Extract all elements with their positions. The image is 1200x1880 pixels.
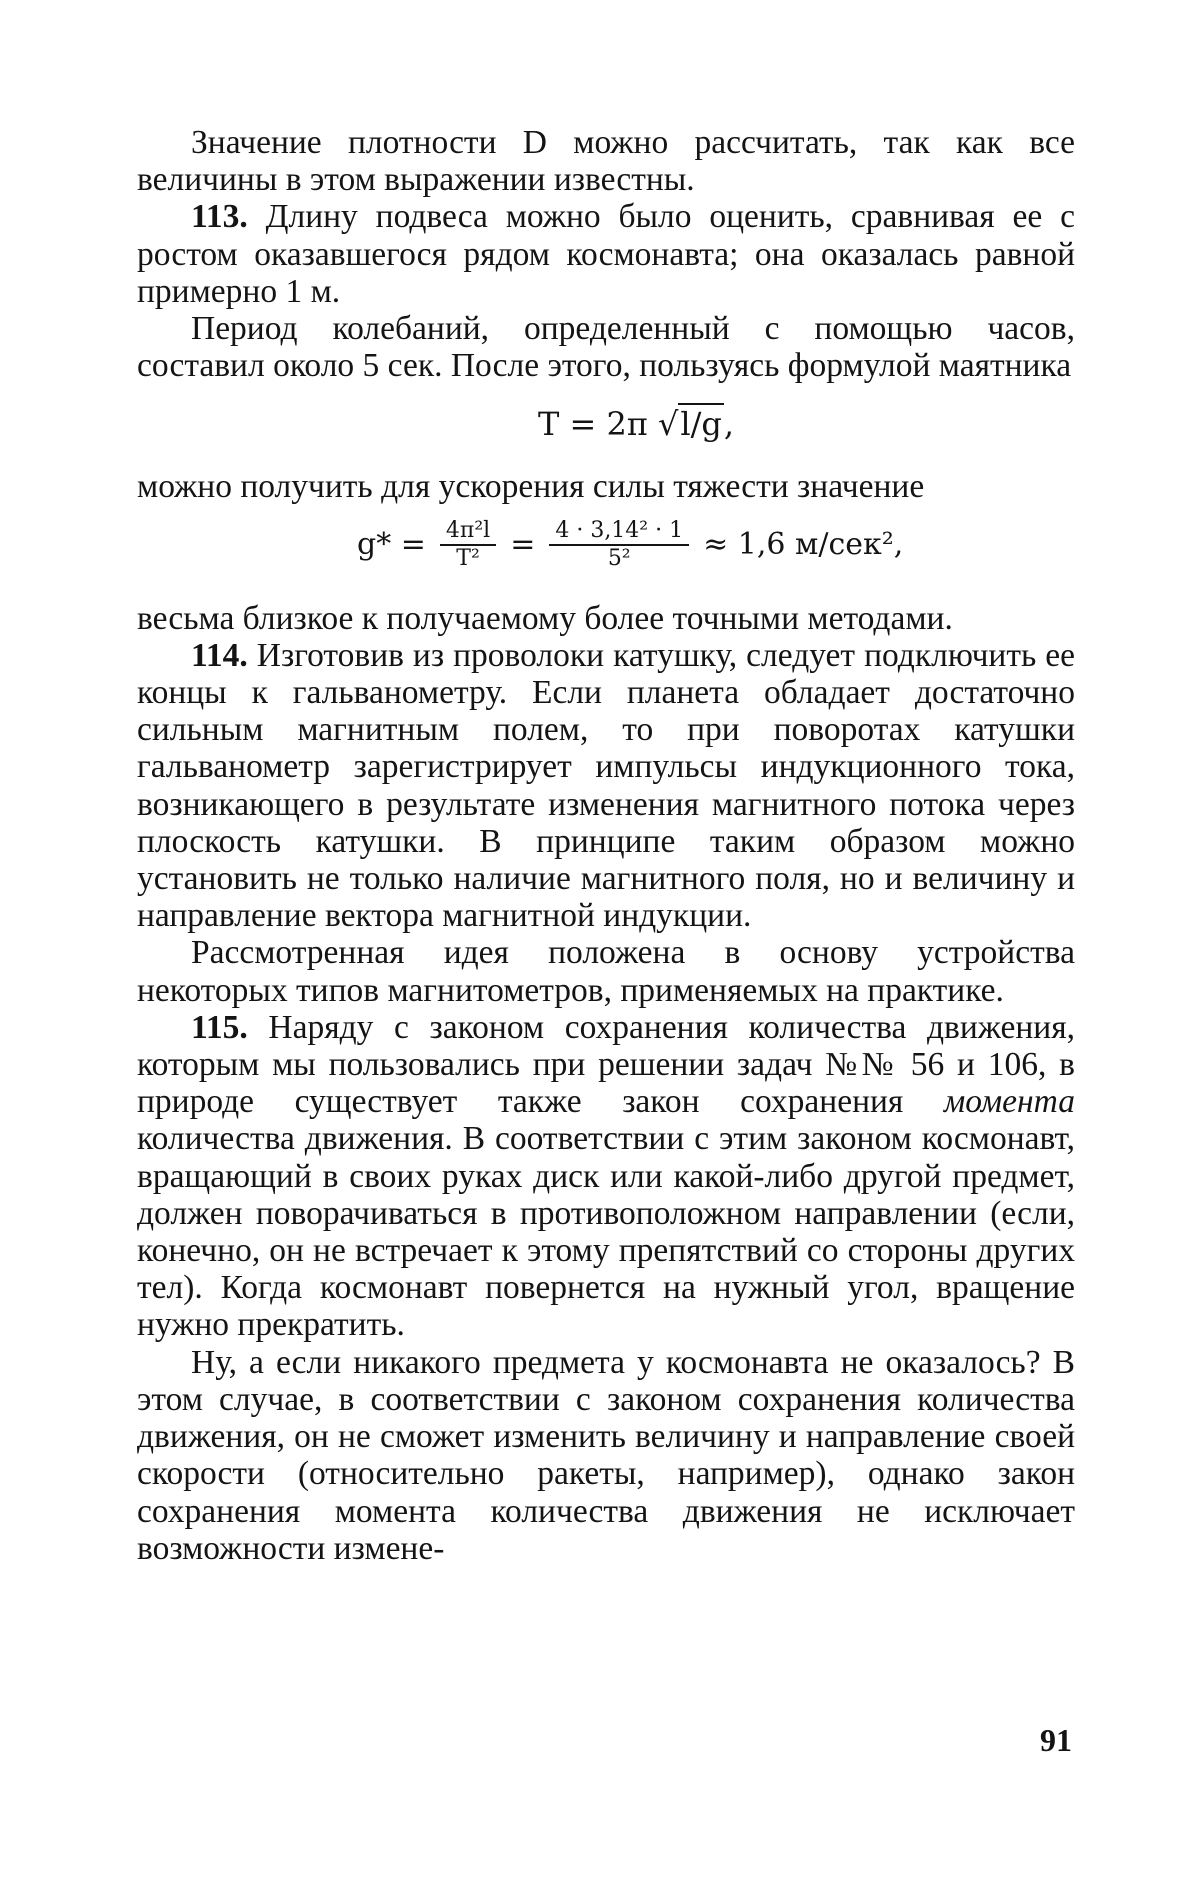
paragraph-115-text-a: Наряду с законом сохранения количества движения, которым мы пользовались при решении задач №№ 56 и 106, в природе существует также закон сохранения [137,1008,1075,1121]
problem-number-113: 113. [191,198,248,236]
paragraph-no-object: Ну, а если никакого предмета у космонавта не оказалось? В этом случае, в соответствии с законом сохранения количества движения, он не сможет изменить величину и направление своей скорости (относительно ракеты, например), однако закон сохранения момента количества движения не исключает возможности измене- [137,1343,1075,1567]
gravity-fraction-2-denominator: 5² [607,545,631,571]
gravity-fraction-1-numerator: 4π²l [440,518,496,546]
page-text [137,124,1075,1567]
gravity-formula [357,518,1075,572]
gravity-fraction-2-numerator: 4 · 3,14² · 1 [549,518,689,546]
pendulum-formula-lhs: T = 2π [537,405,648,444]
problem-number-115: 115. [191,1008,248,1046]
pendulum-formula-radicand: l/g [680,405,722,444]
gravity-formula-lhs: g* = [357,526,426,562]
paragraph-114-text: Изготовив из проволоки катушку, следует подключить ее концы к гальванометру. Если планета обладает достаточно сильным магнитным полем, то при поворотах катушки гальванометр зарегистрирует импульсы индукционного тока, возникающего в результате изменения магнитного потока через плоскость катушки. В принципе таким образом можно установить не только наличие магнитного поля, но и величину и направление вектора магнитной индукции. [137,636,1075,935]
paragraph-113 [137,198,1075,310]
gravity-fraction-2 [549,518,689,572]
gravity-fraction-1 [440,518,496,572]
page-number: 91 [1040,1722,1072,1758]
sqrt-sign: √ [658,405,679,444]
paragraph-gravity: можно получить для ускорения силы тяжести значение [137,468,925,506]
paragraph-115 [137,1009,1075,1344]
problem-number-114: 114. [191,636,248,674]
gravity-formula-equals: = [510,526,536,562]
pendulum-formula-tail: , [723,405,735,444]
paragraph-115-emphasis: момента [943,1083,1075,1121]
pendulum-formula [197,404,1075,444]
paragraph-115-text-b: количества движения. В соответствии с этим законом космонавт, вращающий в своих руках диск или какой-либо другой предмет, должен поворачиваться в противоположном направлении (если, конечно, он не встречает к этому препятствий со стороны других тел). Когда космонавт повернется на нужный угол, вращение нужно прекратить. [137,1120,1075,1344]
paragraph-114 [137,637,1075,935]
paragraph-density: Значение плотности D можно рассчитать, так как все величины в этом выражении известны. [137,124,1075,199]
gravity-fraction-1-denominator: T² [456,545,480,571]
paragraph-magnetometers: Рассмотренная идея положена в основу устройства некоторых типов магнитометров, применяемых на практике. [137,934,1075,1009]
gravity-formula-result: ≈ 1,6 м/сек², [703,526,904,562]
paragraph-accuracy: весьма близкое к получаемому более точными методами. [137,599,953,637]
paragraph-period: Период колебаний, определенный с помощью часов, составил около 5 сек. После этого, пользуясь формулой маятника [137,310,1075,385]
paragraph-113-text: Длину подвеса можно было оценить, сравнивая ее с ростом оказавшегося рядом космонавта; она оказалась равной примерно 1 м. [137,198,1075,310]
